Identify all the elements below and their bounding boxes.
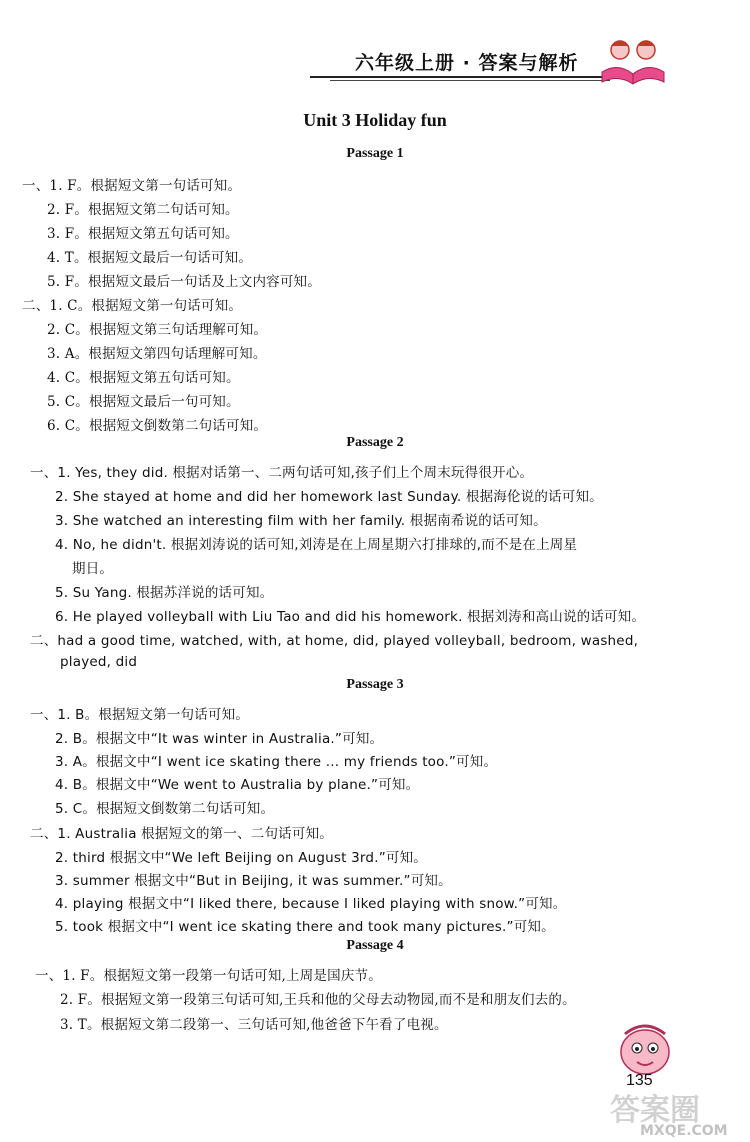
answer-line: 6. C。根据短文倒数第二句话可知。	[47, 418, 268, 434]
answer-line: 2. third 根据文中“We left Beijing on August 3rd.”可知。	[55, 850, 427, 866]
mascot-icon	[610, 1020, 680, 1080]
page-number: 135	[626, 1072, 653, 1089]
answer-line: 二、had a good time, watched, with, at home, did, played volleyball, bedroom, washed,	[30, 633, 639, 649]
answer-line: 4. C。根据短文第五句话可知。	[47, 370, 240, 386]
answer-line: 5. C。根据短文倒数第二句话可知。	[55, 801, 275, 817]
header-rule	[310, 76, 610, 78]
answer-line: 一、1. B。根据短文第一句话可知。	[30, 707, 250, 723]
reading-kids-logo-icon	[598, 36, 668, 88]
answer-line: 期日。	[72, 561, 114, 577]
answer-line: 4. playing 根据文中“I liked there, because I liked playing with snow.”可知。	[55, 896, 567, 912]
answer-line: 5. C。根据短文最后一句可知。	[47, 394, 240, 410]
answer-line: 4. T。根据短文最后一句话可知。	[47, 250, 253, 266]
unit-title: Unit 3 Holiday fun	[303, 110, 447, 130]
answer-line: 3. summer 根据文中“But in Beijing, it was summer.”可知。	[55, 873, 452, 889]
passage-title: Passage 3	[346, 677, 404, 692]
answer-line: 2. She stayed at home and did her homework last Sunday. 根据海伦说的话可知。	[55, 489, 603, 505]
answer-line: 一、1. Yes, they did. 根据对话第一、二两句话可知,孩子们上个周末玩得很开心。	[30, 465, 534, 481]
answer-line: 一、1. F。根据短文第一段第一句话可知,上周是国庆节。	[35, 968, 382, 984]
header-rule-thin	[330, 80, 610, 81]
answer-line: 4. No, he didn't. 根据刘涛说的话可知,刘涛是在上周星期六打排球的,而不是在上周星	[55, 537, 578, 553]
watermark	[600, 1085, 750, 1142]
answer-line: 3. A。根据文中“I went ice skating there ... my friends too.”可知。	[55, 754, 498, 770]
answer-line: 3. T。根据短文第二段第一、三句话可知,他爸爸下午看了电视。	[60, 1017, 448, 1033]
answer-line: 5. F。根据短文最后一句话及上文内容可知。	[47, 274, 321, 290]
passage-title: Passage 4	[346, 938, 404, 953]
answer-line: 4. B。根据文中“We went to Australia by plane.”可知。	[55, 777, 420, 793]
answer-line: 2. F。根据短文第一段第三句话可知,王兵和他的父母去动物园,而不是和朋友们去的。	[60, 992, 576, 1008]
answer-line: 3. She watched an interesting film with her family. 根据南希说的话可知。	[55, 513, 547, 529]
answer-line: 2. B。根据文中“It was winter in Australia.”可知。	[55, 731, 384, 747]
answer-line: 5. Su Yang. 根据苏洋说的话可知。	[55, 585, 274, 601]
answer-line: 6. He played volleyball with Liu Tao and did his homework. 根据刘涛和高山说的话可知。	[55, 609, 646, 625]
answer-line: 2. F。根据短文第二句话可知。	[47, 202, 239, 218]
watermark-logo-text: 答案圈	[610, 1093, 700, 1128]
answer-line: 二、1. Australia 根据短文的第一、二句话可知。	[30, 826, 333, 842]
answer-line: 5. took 根据文中“I went ice skating there and took many pictures.”可知。	[55, 919, 555, 935]
answer-line: 2. C。根据短文第三句话理解可知。	[47, 322, 268, 338]
passage-title: Passage 2	[346, 435, 404, 450]
answer-line: 3. F。根据短文第五句话可知。	[47, 226, 239, 242]
page-header	[0, 0, 750, 90]
answer-line: 二、1. C。根据短文第一句话可知。	[22, 298, 243, 314]
watermark-url: MXQE.COM	[640, 1123, 728, 1139]
answer-line: 一、1. F。根据短文第一句话可知。	[22, 178, 242, 194]
answer-line: 3. A。根据短文第四句话理解可知。	[47, 346, 267, 362]
book-section-title: 六年级上册 · 答案与解析	[355, 52, 579, 74]
answer-line: played, did	[60, 654, 138, 670]
passage-title: Passage 1	[346, 146, 404, 161]
